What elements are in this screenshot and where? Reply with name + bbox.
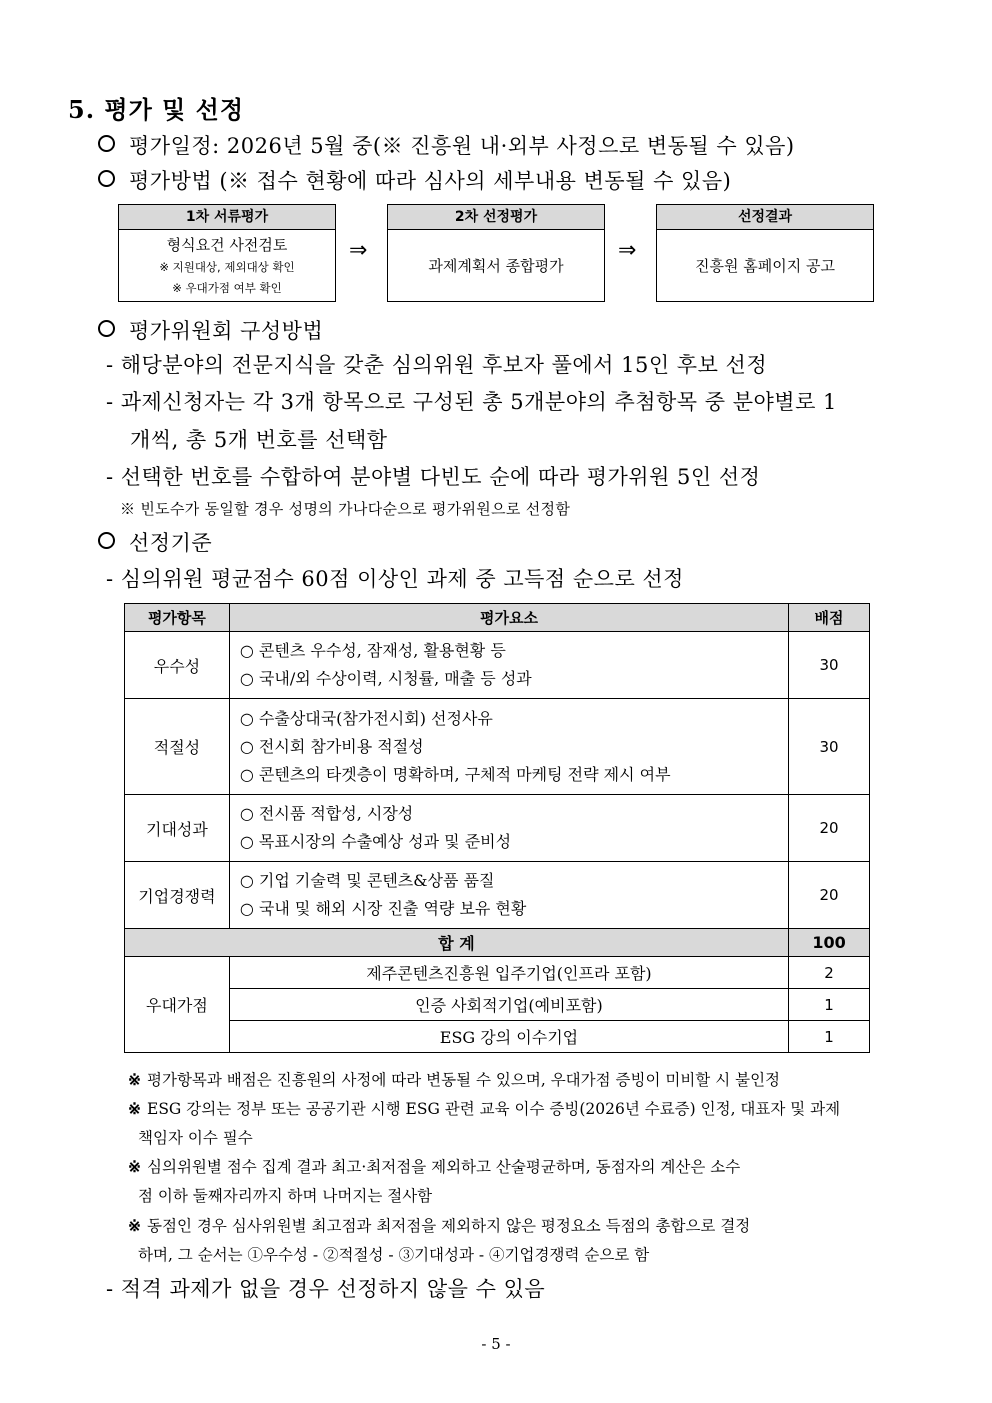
- committee-text: 평가위원회 구성방법: [129, 319, 324, 343]
- row-points: 30: [789, 699, 870, 795]
- flow-arrow-icon: ⇒: [349, 238, 368, 263]
- flow-step-1-line2: ※ 지원대상, 제외대상 확인: [159, 260, 295, 274]
- flow-step-2: [387, 204, 605, 302]
- footnote-text: 심의위원별 점수 집계 결과 최고·최저점을 제외하고 산술평균하며, 동점자의 계산은 소수: [147, 1158, 741, 1176]
- row-items: [229, 632, 788, 699]
- table-total-row: [125, 929, 870, 957]
- bullet-method: [98, 165, 731, 195]
- circle-bullet-icon: [98, 170, 115, 187]
- header-category: 평가항목: [125, 604, 230, 632]
- row-items: [229, 795, 788, 862]
- row-category: 우수성: [125, 632, 230, 699]
- bullet-committee: [98, 315, 323, 345]
- table-row: [125, 699, 870, 795]
- note-mark: ※: [128, 1099, 141, 1118]
- criteria-text: 선정기준: [129, 531, 213, 555]
- circle-bullet-icon: [98, 532, 115, 549]
- row-items: [229, 699, 788, 795]
- note-mark: ※: [128, 1070, 141, 1089]
- footnote-text: 하며, 그 순서는 ①우수성 - ②적절성 - ③기대성과 - ④기업경쟁력 순으로 함: [138, 1246, 650, 1264]
- flow-step-1-line3: ※ 우대가점 여부 확인: [172, 281, 282, 295]
- bonus-item: 제주콘텐츠진흥원 입주기업(인프라 포함): [229, 957, 788, 989]
- row-category: 적절성: [125, 699, 230, 795]
- note-mark: ※: [128, 1157, 141, 1176]
- circle-bullet-icon: [98, 320, 115, 337]
- table-row: [125, 795, 870, 862]
- flow-step-1: [118, 204, 336, 302]
- row-item: ○ 전시회 참가비용 적절성: [239, 736, 424, 756]
- section-title: 5. 평가 및 선정: [68, 95, 245, 124]
- row-item: ○ 콘텐츠의 타겟층이 명확하며, 구체적 마케팅 전략 제시 여부: [239, 764, 671, 784]
- committee-item-1: - 해당분야의 전문지식을 갖춘 심의위원 후보자 풀에서 15인 후보 선정: [106, 353, 768, 377]
- page-number: - 5 -: [481, 1335, 511, 1353]
- committee-note: ※ 빈도수가 동일할 경우 성명의 가나다순으로 평가위원으로 선정함: [120, 500, 571, 518]
- row-item: ○ 전시품 적합성, 시장성: [239, 804, 414, 823]
- header-points: 배점: [789, 604, 870, 632]
- committee-item-2b: 개씩, 총 5개 번호를 선택함: [130, 428, 388, 452]
- committee-item-2a: - 과제신청자는 각 3개 항목으로 구성된 총 5개분야의 추첨항목 중 분야별로 1: [106, 390, 837, 414]
- bonus-item: ESG 강의 이수기업: [229, 1021, 788, 1053]
- row-category: 기업경쟁력: [125, 862, 230, 929]
- footnote-2: [128, 1094, 923, 1153]
- criteria-item: - 심의위원 평균점수 60점 이상인 과제 중 고득점 순으로 선정: [106, 567, 684, 591]
- bonus-row: [125, 1021, 870, 1053]
- footnote-text: 점 이하 둘째자리까지 하며 나머지는 절사함: [138, 1187, 433, 1205]
- flow-step-1-title: 1차 서류평가: [119, 205, 335, 230]
- row-category: 기대성과: [125, 795, 230, 862]
- note-mark: ※: [128, 1216, 141, 1235]
- bonus-row: [125, 989, 870, 1021]
- row-points: 30: [789, 632, 870, 699]
- header-elements: 평가요소: [229, 604, 788, 632]
- row-item: ○ 국내/외 수상이력, 시청률, 매출 등 성과: [239, 669, 532, 688]
- footnote-text: 평가항목과 배점은 진흥원의 사정에 따라 변동될 수 있으며, 우대가점 증빙이 미비할 시 불인정: [147, 1071, 781, 1089]
- bonus-row: [125, 957, 870, 989]
- flow-step-2-title: 2차 선정평가: [388, 205, 604, 230]
- footnote-text: 동점인 경우 심사위원별 최고점과 최저점을 제외하지 않은 평정요소 득점의 총합으로 결정: [147, 1217, 751, 1235]
- flow-step-2-body: 과제계획서 종합평가: [428, 257, 564, 275]
- footnote-1: [128, 1065, 923, 1095]
- bonus-points: 1: [789, 989, 870, 1021]
- bullet-criteria: [98, 527, 212, 557]
- final-item: - 적격 과제가 없을 경우 선정하지 않을 수 있음: [106, 1277, 546, 1301]
- bonus-item: 인증 사회적기업(예비포함): [229, 989, 788, 1021]
- bullet-schedule: [98, 130, 795, 160]
- footnote-text: 책임자 이수 필수: [138, 1129, 253, 1147]
- row-item: ○ 수출상대국(참가전시회) 선정사유: [239, 708, 493, 728]
- row-item: ○ 기업 기술력 및 콘텐츠&상품 품질: [239, 871, 495, 890]
- schedule-text: 평가일정: 2026년 5월 중(※ 진흥원 내·외부 사정으로 변동될 수 있음): [129, 134, 795, 158]
- footnote-3: [128, 1152, 923, 1211]
- row-items: [229, 862, 788, 929]
- table-row: [125, 632, 870, 699]
- flow-step-3-title: 선정결과: [657, 205, 873, 230]
- flow-step-1-line1: 형식요건 사전검토: [166, 236, 288, 254]
- row-item: ○ 콘텐츠 우수성, 잠재성, 활용현황 등: [239, 641, 506, 660]
- evaluation-table: [124, 603, 870, 1053]
- footnote-4: [128, 1211, 923, 1270]
- total-points: 100: [789, 929, 870, 957]
- flow-step-3-body: 진흥원 홈페이지 공고: [695, 257, 835, 275]
- committee-item-3: - 선택한 번호를 수합하여 분야별 다빈도 순에 따라 평가위원 5인 선정: [106, 465, 761, 489]
- table-header-row: [125, 604, 870, 632]
- flow-step-3: [656, 204, 874, 302]
- footnote-text: ESG 강의는 정부 또는 공공기관 시행 ESG 관련 교육 이수 증빙(2026년 수료증) 인정, 대표자 및 과제: [147, 1100, 841, 1118]
- row-item: ○ 국내 및 해외 시장 진출 역량 보유 현황: [239, 899, 527, 918]
- row-points: 20: [789, 862, 870, 929]
- table-row: [125, 862, 870, 929]
- row-points: 20: [789, 795, 870, 862]
- circle-bullet-icon: [98, 135, 115, 152]
- row-item: ○ 목표시장의 수출예상 성과 및 준비성: [239, 832, 512, 851]
- bonus-points: 2: [789, 957, 870, 989]
- flow-arrow-icon: ⇒: [618, 238, 637, 263]
- bonus-category: 우대가점: [125, 957, 230, 1053]
- method-text: 평가방법 (※ 접수 현황에 따라 심사의 세부내용 변동될 수 있음): [129, 169, 732, 193]
- total-label: 합 계: [125, 929, 789, 957]
- bonus-points: 1: [789, 1021, 870, 1053]
